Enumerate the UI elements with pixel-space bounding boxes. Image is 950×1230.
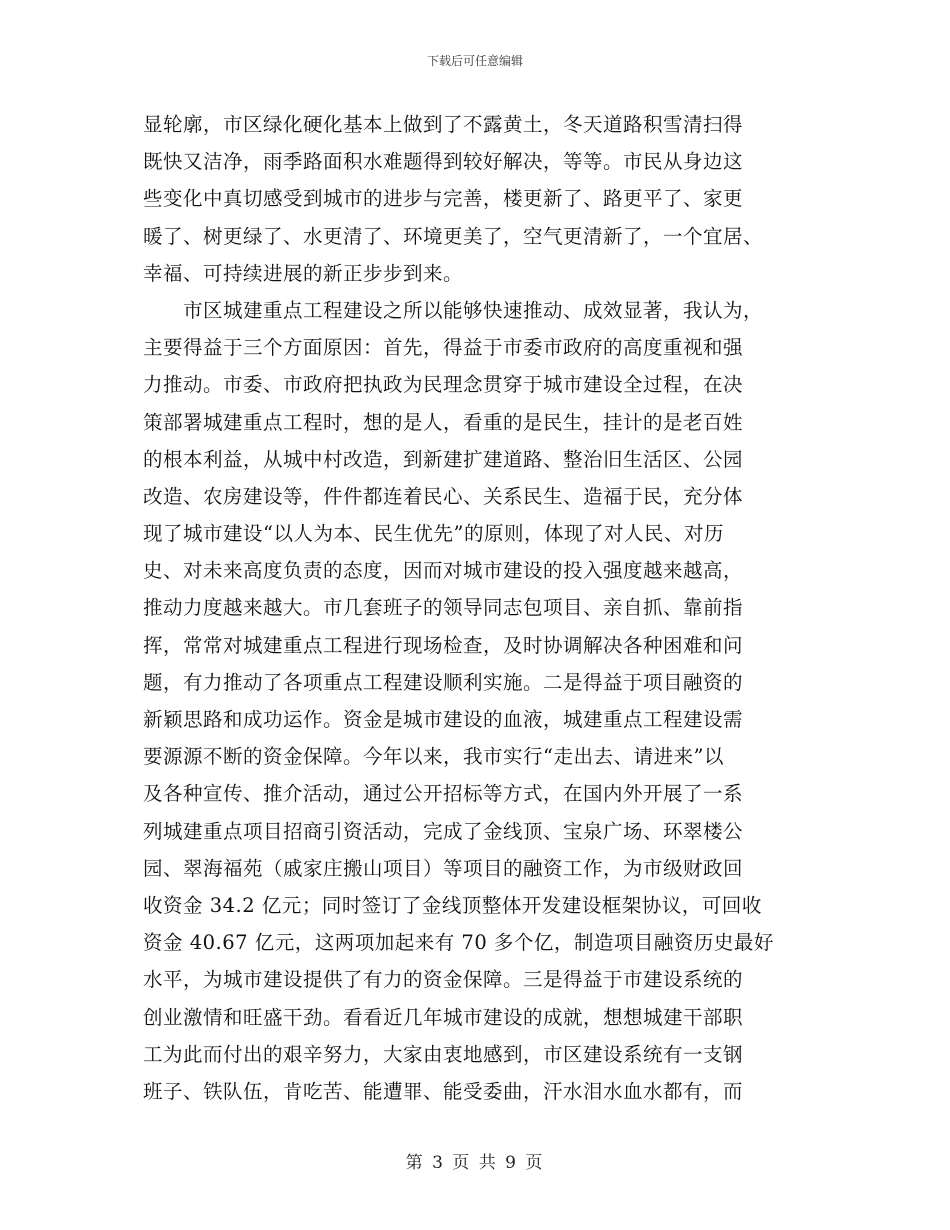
text-line: 班子、铁队伍，肯吃苦、能遭罪、能受委曲，汗水泪水血水都有，而	[143, 1079, 744, 1103]
text-line: 新颖思路和成功运作。资金是城市建设的血液，城建重点工程建设需	[143, 708, 744, 731]
text-line: 创业激情和旺盛干劲。看看近几年城市建设的成就，想想城建干部职	[143, 1005, 744, 1029]
text-line: 资金 40.67 亿元，这两项加起来有 70 多个亿，制造项目融资历史最好	[143, 931, 774, 955]
text-line: 现了城市建设“以人为本、民生优先”的原则，体现了对人民、对历	[143, 522, 724, 546]
text-line: 工为此而付出的艰辛努力，大家由衷地感到，市区建设系统有一支钢	[143, 1042, 744, 1066]
text-line: 策部署城建重点工程时，想的是人，看重的是民生，挂计的是老百姓	[143, 410, 744, 434]
document-body	[143, 106, 808, 1147]
text-line: 些变化中真切感受到城市的进步与完善，楼更新了、路更平了、家更	[143, 187, 744, 211]
text-line: 既快又洁净，雨季路面积水难题得到较好解决，等等。市民从身边这	[143, 150, 744, 174]
paragraph-2	[143, 292, 808, 1147]
page-header: 下载后可任意编辑	[426, 54, 523, 68]
text-line: 暖了、树更绿了、水更清了、环境更美了，空气更清新了，一个宜居、	[143, 224, 764, 248]
text-line	[143, 1110, 808, 1147]
text-line: 史、对未来高度负责的态度，因而对城市建设的投入强度越来越高，	[143, 559, 744, 583]
text-line: 市区城建重点工程建设之所以能够快速推动、成效显著，我认为，	[183, 298, 764, 322]
text-line: 显轮廓，市区绿化硬化基本上做到了不露黄土，冬天道路积雪清扫得	[143, 113, 744, 136]
text-line: 列城建重点项目招商引资活动，完成了金线顶、宝泉广场、环翠楼公	[143, 819, 744, 843]
paragraph-1	[143, 106, 808, 292]
text-line: 题，有力推动了各项重点工程建设顺利实施。二是得益于项目融资的	[143, 670, 744, 694]
text-line: 主要得益于三个方面原因：首先，得益于市委市政府的高度重视和强	[143, 336, 744, 360]
text-line: 要源源不断的资金保障。今年以来，我市实行“走出去、请进来”以	[143, 745, 724, 769]
text-line: 力推动。市委、市政府把执政为民理念贯穿于城市建设全过程，在决	[143, 373, 744, 397]
text-line: 推动力度越来越大。市几套班子的领导同志包项目、亲自抓、靠前指	[143, 596, 744, 620]
text-line: 及各种宣传、推介活动，通过公开招标等方式，在国内外开展了一系	[143, 782, 744, 806]
page-number-footer: 第 3 页 共 9 页	[405, 1153, 545, 1173]
text-line: 水平，为城市建设提供了有力的资金保障。三是得益于市建设系统的	[143, 968, 744, 992]
text-line: 挥，常常对城建重点工程进行现场检查，及时协调解决各种困难和问	[143, 633, 744, 657]
text-line: 改造、农房建设等，件件都连着民心、关系民生、造福于民，充分体	[143, 484, 744, 508]
text-line: 收资金 34.2 亿元；同时签订了金线顶整体开发建设框架协议，可回收	[143, 893, 762, 917]
text-line: 幸福、可持续进展的新正步步到来。	[143, 261, 464, 285]
text-line: 的根本利益，从城中村改造，到新建扩建道路、整治旧生活区、公园	[143, 447, 744, 471]
text-line: 园、翠海福苑（戚家庄搬山项目）等项目的融资工作，为市级财政回	[143, 856, 744, 880]
